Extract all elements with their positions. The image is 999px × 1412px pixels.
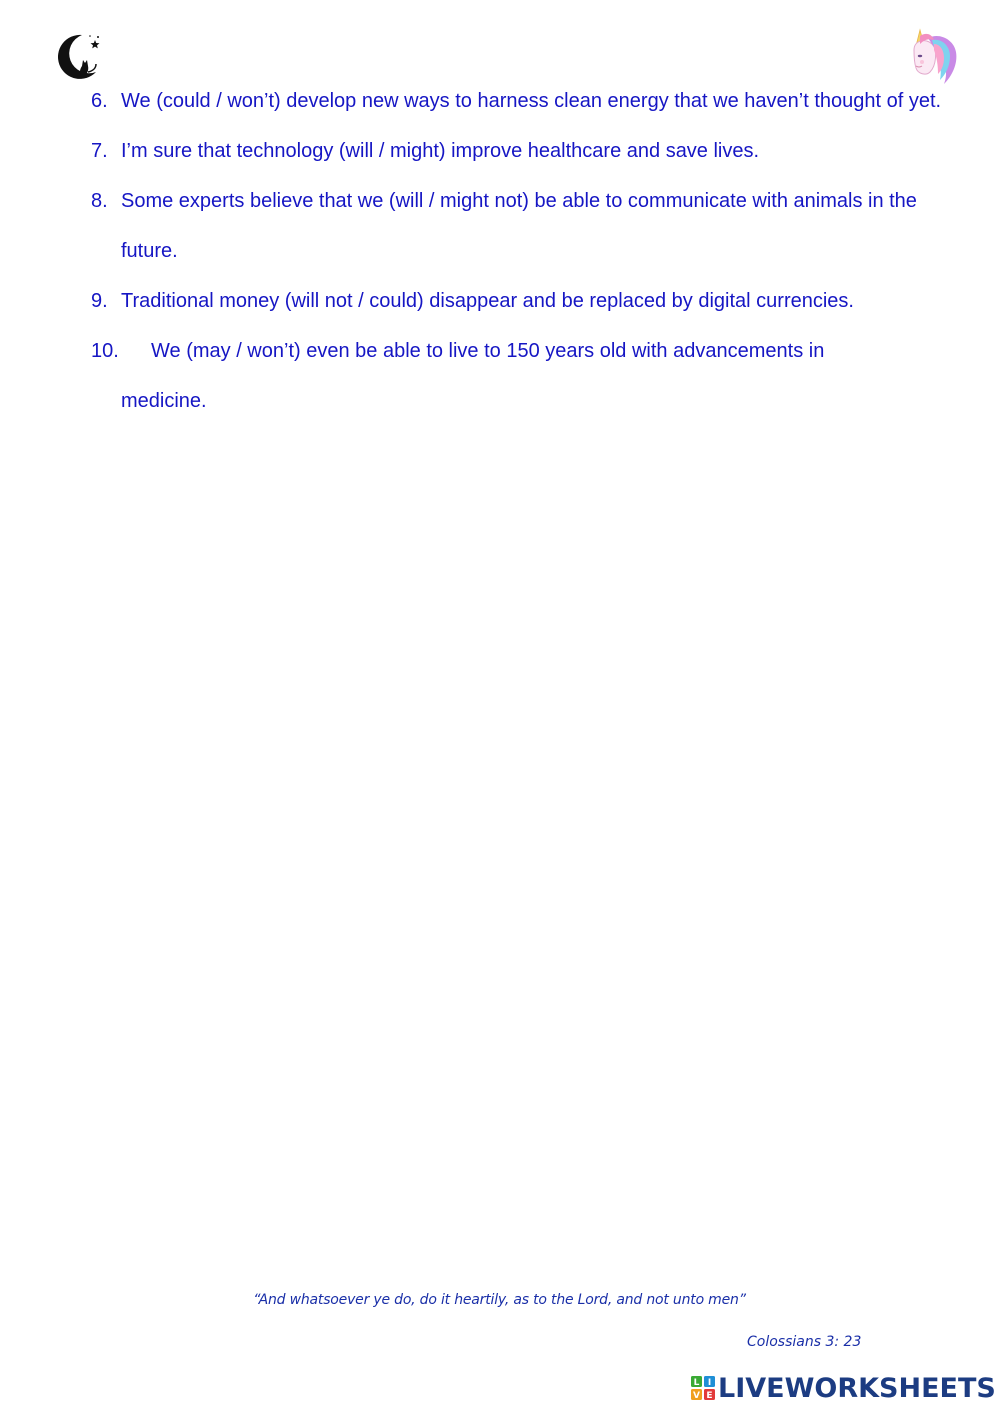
cat-moon-logo-icon (52, 32, 102, 82)
question-number: 8. (91, 190, 108, 212)
question-text-line-2: medicine. (121, 390, 207, 412)
footer-reference: Colossians 3: 23 (747, 1334, 862, 1350)
question-item-10 (0, 326, 951, 426)
badge-letter: L (693, 1378, 700, 1388)
question-item-7 (0, 126, 951, 176)
question-text: We (could / won’t) develop new ways to harness clean energy that we haven’t thought of yet. (121, 90, 942, 112)
question-number: 6. (91, 90, 108, 112)
liveworksheets-wordmark: LIVEWORKSHEETS (718, 1372, 996, 1404)
question-text: I’m sure that technology (will / might) improve healthcare and save lives. (121, 140, 760, 162)
question-number: 10. (91, 340, 119, 362)
question-number: 7. (91, 140, 108, 162)
question-text: Traditional money (will not / could) disappear and be replaced by digital currencies. (121, 290, 854, 312)
question-text: Some experts believe that we (will / might not) be able to communicate with animals in the future. (121, 190, 917, 262)
liveworksheets-logo (690, 1370, 996, 1406)
footer-quote: “And whatsoever ye do, do it heartily, as to the Lord, and not unto men” (253, 1292, 746, 1308)
liveworksheets-badge-icon (690, 1375, 716, 1401)
badge-letter: E (706, 1391, 713, 1401)
question-number: 9. (91, 290, 108, 312)
badge-letter: I (707, 1378, 712, 1388)
question-item-8 (0, 176, 951, 276)
badge-letter: V (693, 1391, 700, 1401)
question-list (0, 76, 999, 426)
question-item-6 (0, 76, 951, 126)
question-item-9 (0, 276, 951, 326)
question-text-line-1: We (may / won’t) even be able to live to 150 years old with advancements in (151, 340, 825, 362)
